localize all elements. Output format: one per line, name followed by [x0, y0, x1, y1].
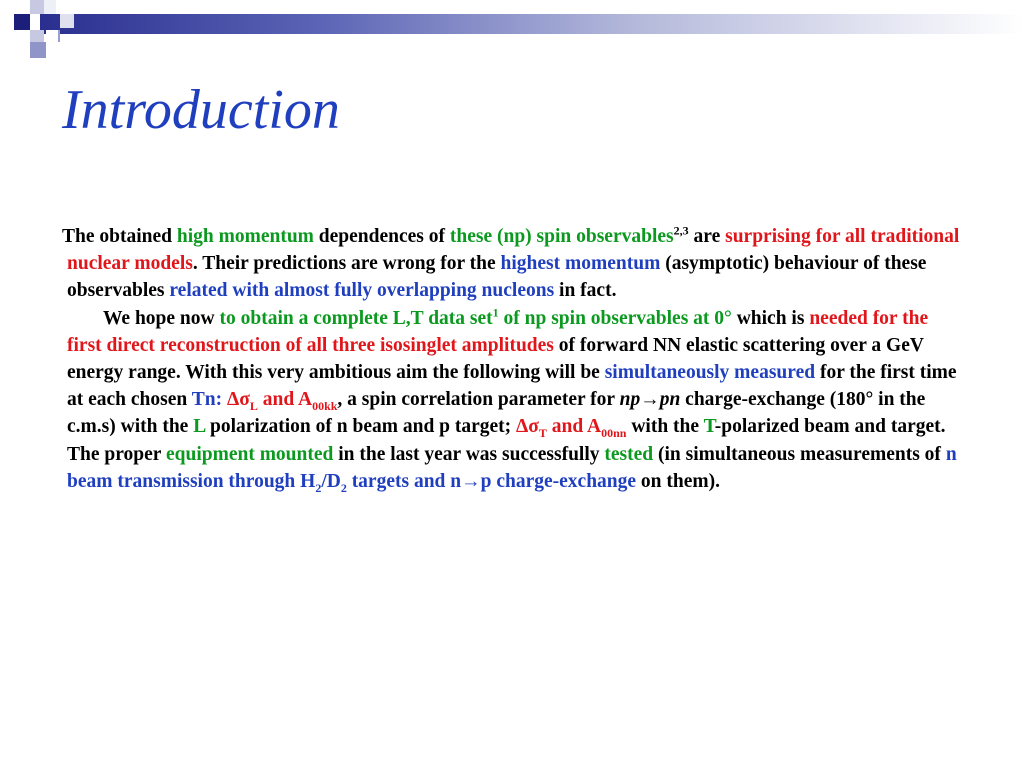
text-span: . Their predictions are wrong for the — [192, 253, 501, 275]
decor-square — [46, 30, 60, 42]
text-span: for the first time at each chosen — [67, 362, 957, 411]
text-span: equipment mounted — [165, 443, 334, 465]
text-span: high momentum — [176, 226, 314, 247]
text-span: Tn: — [191, 389, 223, 411]
text-span: with the — [626, 416, 704, 438]
decor-square — [44, 0, 56, 14]
text-span: are — [688, 226, 726, 247]
text-span: needed for the first direct reconstruction of all three isosinglet amplitudes — [67, 307, 929, 356]
subscript: 00kk — [312, 399, 338, 414]
decor-square — [14, 30, 30, 42]
text-span: T — [703, 416, 715, 438]
text-span: L — [193, 416, 206, 438]
text-span: which is — [731, 307, 810, 329]
text-span: of forward NN elastic scattering over a GeV energy range. With this very ambitious aim the following will be — [67, 334, 924, 384]
text-span: in the last year was successfully — [333, 443, 605, 465]
superscript: 1 — [492, 305, 499, 320]
subscript: T — [538, 426, 547, 441]
text-span: and A — [546, 416, 602, 438]
text-span: -polarized beam and target. The proper — [67, 416, 946, 465]
superscript: 2,3 — [673, 223, 689, 238]
text-span: , a spin correlation parameter for — [337, 389, 620, 411]
decor-square — [30, 42, 46, 58]
text-span: to obtain a complete L,T data set — [219, 307, 493, 329]
text-span: Δσ — [222, 389, 250, 411]
text-span: targets and n→p charge-exchange — [346, 470, 637, 492]
header-gradient-band — [40, 14, 1024, 34]
subscript: 2 — [315, 480, 322, 495]
decor-square — [14, 14, 30, 30]
text-span: polarization of n beam and p target; — [205, 416, 517, 438]
text-span: (asymptotic) behaviour of these observables — [67, 253, 927, 302]
text-span: highest momentum — [500, 253, 661, 275]
text-span: We hope now — [103, 307, 220, 329]
text-span: The obtained — [62, 226, 177, 247]
text-span: simultaneously measured — [604, 362, 816, 384]
subscript: 00nn — [601, 426, 627, 441]
text-span: dependences of — [313, 226, 450, 247]
decor-square — [30, 30, 44, 42]
text-span: surprising for all traditional nuclear models — [67, 226, 960, 275]
text-span: of np spin observables at 0° — [498, 307, 732, 329]
text-span: /D — [321, 470, 341, 492]
subscript: L — [249, 399, 258, 414]
subscript: 2 — [340, 480, 347, 495]
text-span: related with almost fully overlapping nucleons — [169, 280, 555, 302]
slide-title: Introduction — [62, 79, 340, 141]
text-span: np→pn — [619, 389, 681, 411]
text-span: charge-exchange (180° in the c.m.s) with the — [67, 389, 926, 438]
text-span: Δσ — [516, 416, 539, 438]
text-span: in fact. — [554, 280, 617, 302]
paragraph-1 — [62, 223, 962, 305]
text-span: on them). — [636, 470, 720, 492]
text-span: tested — [604, 443, 654, 465]
text-span: n beam transmission through H — [67, 443, 957, 492]
text-span: and A — [257, 389, 313, 411]
decor-square — [30, 0, 44, 14]
decor-square — [60, 14, 74, 28]
slide-body — [62, 223, 962, 495]
paragraph-2 — [62, 305, 962, 495]
text-span: (in simultaneous measurements of — [653, 443, 946, 465]
text-span: these (np) spin observables — [449, 226, 674, 247]
